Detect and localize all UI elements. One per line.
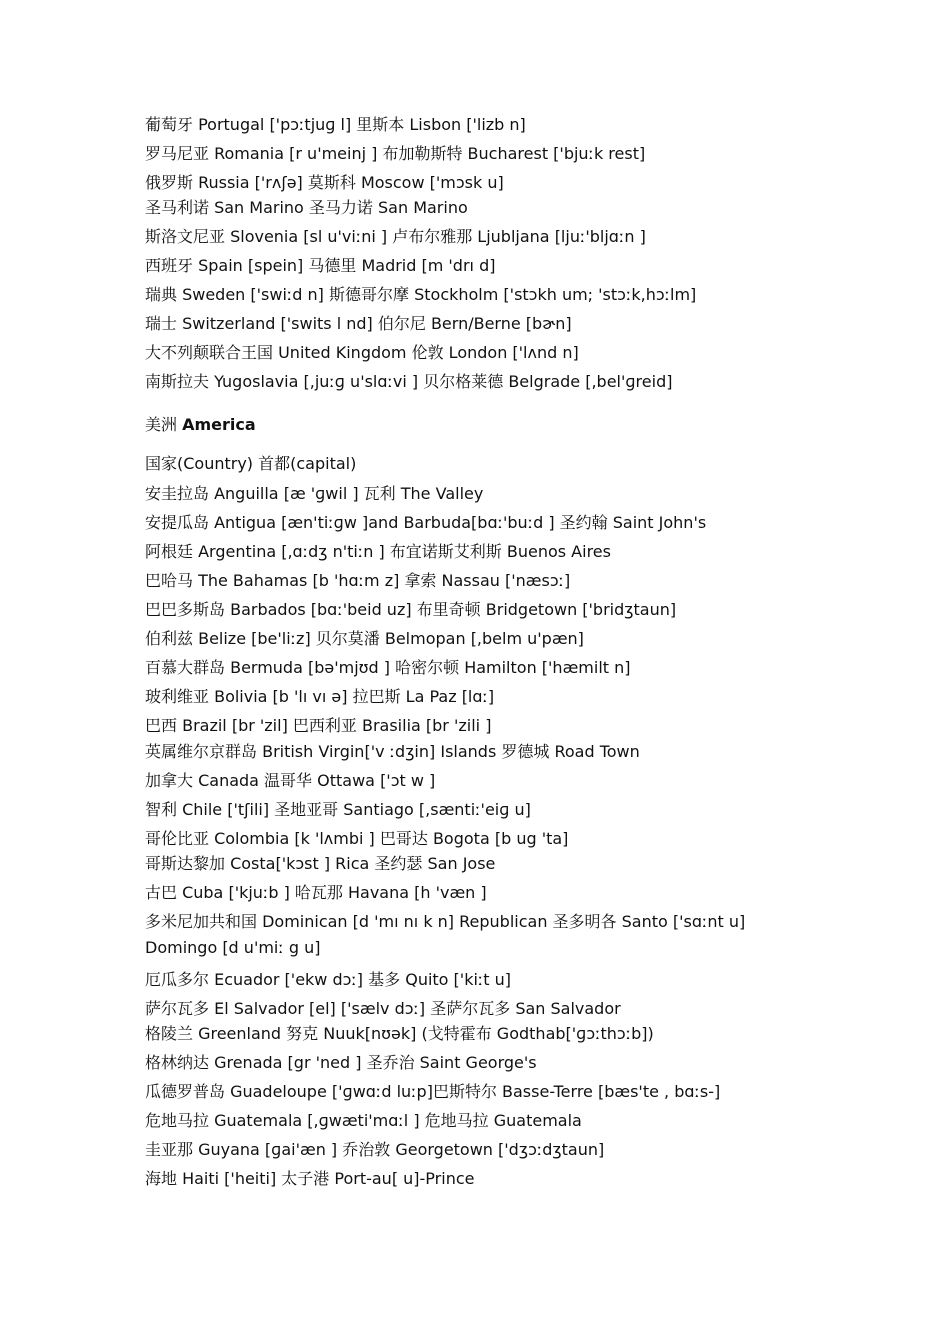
list-item: 巴巴多斯岛 Barbados [bɑː'beid uz] 布里奇顿 Bridgetown ['bridʒtaun]: [145, 600, 677, 619]
list-item: 多米尼加共和国 Dominican [d 'mı nı k n] Republican 圣多明各 Santo ['sɑːnt u]: [145, 912, 746, 931]
list-item: 加拿大 Canada 温哥华 Ottawa ['ɔt w ]: [145, 771, 436, 790]
list-item: 格陵兰 Greenland 努克 Nuuk[nʊək] (戈特霍布 Godthab['ɡɔːthɔːb]): [145, 1024, 654, 1043]
europe-list: [145, 112, 925, 398]
list-item: 巴哈马 The Bahamas [b 'hɑːm z] 拿索 Nassau ['næsɔː]: [145, 571, 571, 590]
list-item: 大不列颠联合王国 United Kingdom 伦敦 London ['lʌnd n]: [145, 343, 579, 362]
list-item: 瓜德罗普岛 Guadeloupe ['ɡwɑːd luːp]巴斯特尔 Basse-Terre [bæs'te , bɑːs-]: [145, 1082, 721, 1101]
section-heading-cn: 美洲: [145, 415, 178, 434]
list-item: 伯利兹 Belize [be'liːz] 贝尔莫潘 Belmopan [,belm u'pæn]: [145, 629, 584, 648]
list-item: 南斯拉夫 Yugoslavia [,juːɡ u'slɑːvi ] 贝尔格莱德 Belgrade [,bel'ɡreid]: [145, 372, 673, 391]
section-heading: [145, 412, 925, 435]
list-item: 厄瓜多尔 Ecuador ['ekw dɔː] 基多 Quito ['kiːt u]: [145, 970, 512, 989]
list-item: 哥斯达黎加 Costa['kɔst ] Rica 圣约瑟 San Jose: [145, 854, 496, 873]
document-page: [145, 112, 925, 1195]
list-item: 格林纳达 Grenada [gr 'ned ] 圣乔治 Saint George's: [145, 1053, 537, 1072]
list-item: 葡萄牙 Portugal ['pɔːtjuɡ l] 里斯本 Lisbon ['lizb n]: [145, 115, 526, 134]
list-item: 瑞士 Switzerland ['swits l nd] 伯尔尼 Bern/Berne [bɚn]: [145, 314, 572, 333]
list-item: Domingo [d u'miː g u]: [145, 938, 321, 957]
list-item: 罗马尼亚 Romania [r u'meinj ] 布加勒斯特 Bucharest ['bjuːk rest]: [145, 144, 646, 163]
list-item: 圭亚那 Guyana [ɡai'æn ] 乔治敦 Georgetown ['dʒɔːdʒtaun]: [145, 1140, 605, 1159]
america-list: [145, 451, 925, 1195]
list-header: 国家(Country) 首都(capital): [145, 454, 357, 473]
list-item: 危地马拉 Guatemala [,ɡwæti'mɑːl ] 危地马拉 Guatemala: [145, 1111, 582, 1130]
list-item: 圣马利诺 San Marino 圣马力诺 San Marino: [145, 198, 468, 217]
list-item: 安圭拉岛 Anguilla [æ 'ɡwil ] 瓦利 The Valley: [145, 484, 484, 503]
list-item: 安提瓜岛 Antigua [æn'tiːɡw ]and Barbuda[bɑː'buːd ] 圣约翰 Saint John's: [145, 513, 707, 532]
list-item: 瑞典 Sweden ['swiːd n] 斯德哥尔摩 Stockholm ['stɔkh um; 'stɔːk,hɔːlm]: [145, 285, 697, 304]
list-item: 百慕大群岛 Bermuda [bə'mjʊd ] 哈密尔顿 Hamilton ['hæmilt n]: [145, 658, 631, 677]
list-item: 阿根廷 Argentina [,ɑːdʒ n'tiːn ] 布宜诺斯艾利斯 Buenos Aires: [145, 542, 611, 561]
list-item: 西班牙 Spain [spein] 马德里 Madrid [m 'drı d]: [145, 256, 496, 275]
list-item: 智利 Chile ['tʃili] 圣地亚哥 Santiago [,sæntiː'eiɡ u]: [145, 800, 531, 819]
list-item: 玻利维亚 Bolivia [b 'lı vı ə] 拉巴斯 La Paz [lɑː]: [145, 687, 495, 706]
list-item: 哥伦比亚 Colombia [k 'lʌmbi ] 巴哥达 Bogota [b ug 'ta]: [145, 829, 569, 848]
list-item: 巴西 Brazil [br 'zil] 巴西利亚 Brasilia [br 'zili ]: [145, 716, 492, 735]
list-item: 俄罗斯 Russia ['rʌʃə] 莫斯科 Moscow ['mɔsk u]: [145, 173, 504, 192]
list-item: 萨尔瓦多 El Salvador [el] ['sælv dɔː] 圣萨尔瓦多 San Salvador: [145, 999, 621, 1018]
list-item: 斯洛文尼亚 Slovenia [sl u'viːni ] 卢布尔雅那 Ljubljana [ljuː'bljɑːn ]: [145, 227, 646, 246]
list-item: 古巴 Cuba ['kjuːb ] 哈瓦那 Havana [h 'væn ]: [145, 883, 487, 902]
list-item: 英属维尔京群岛 British Virgin['v ːdʒin] Islands 罗德城 Road Town: [145, 742, 640, 761]
list-item: 海地 Haiti ['heiti] 太子港 Port-au[ u]-Prince: [145, 1169, 475, 1188]
section-heading-en: America: [182, 415, 256, 434]
